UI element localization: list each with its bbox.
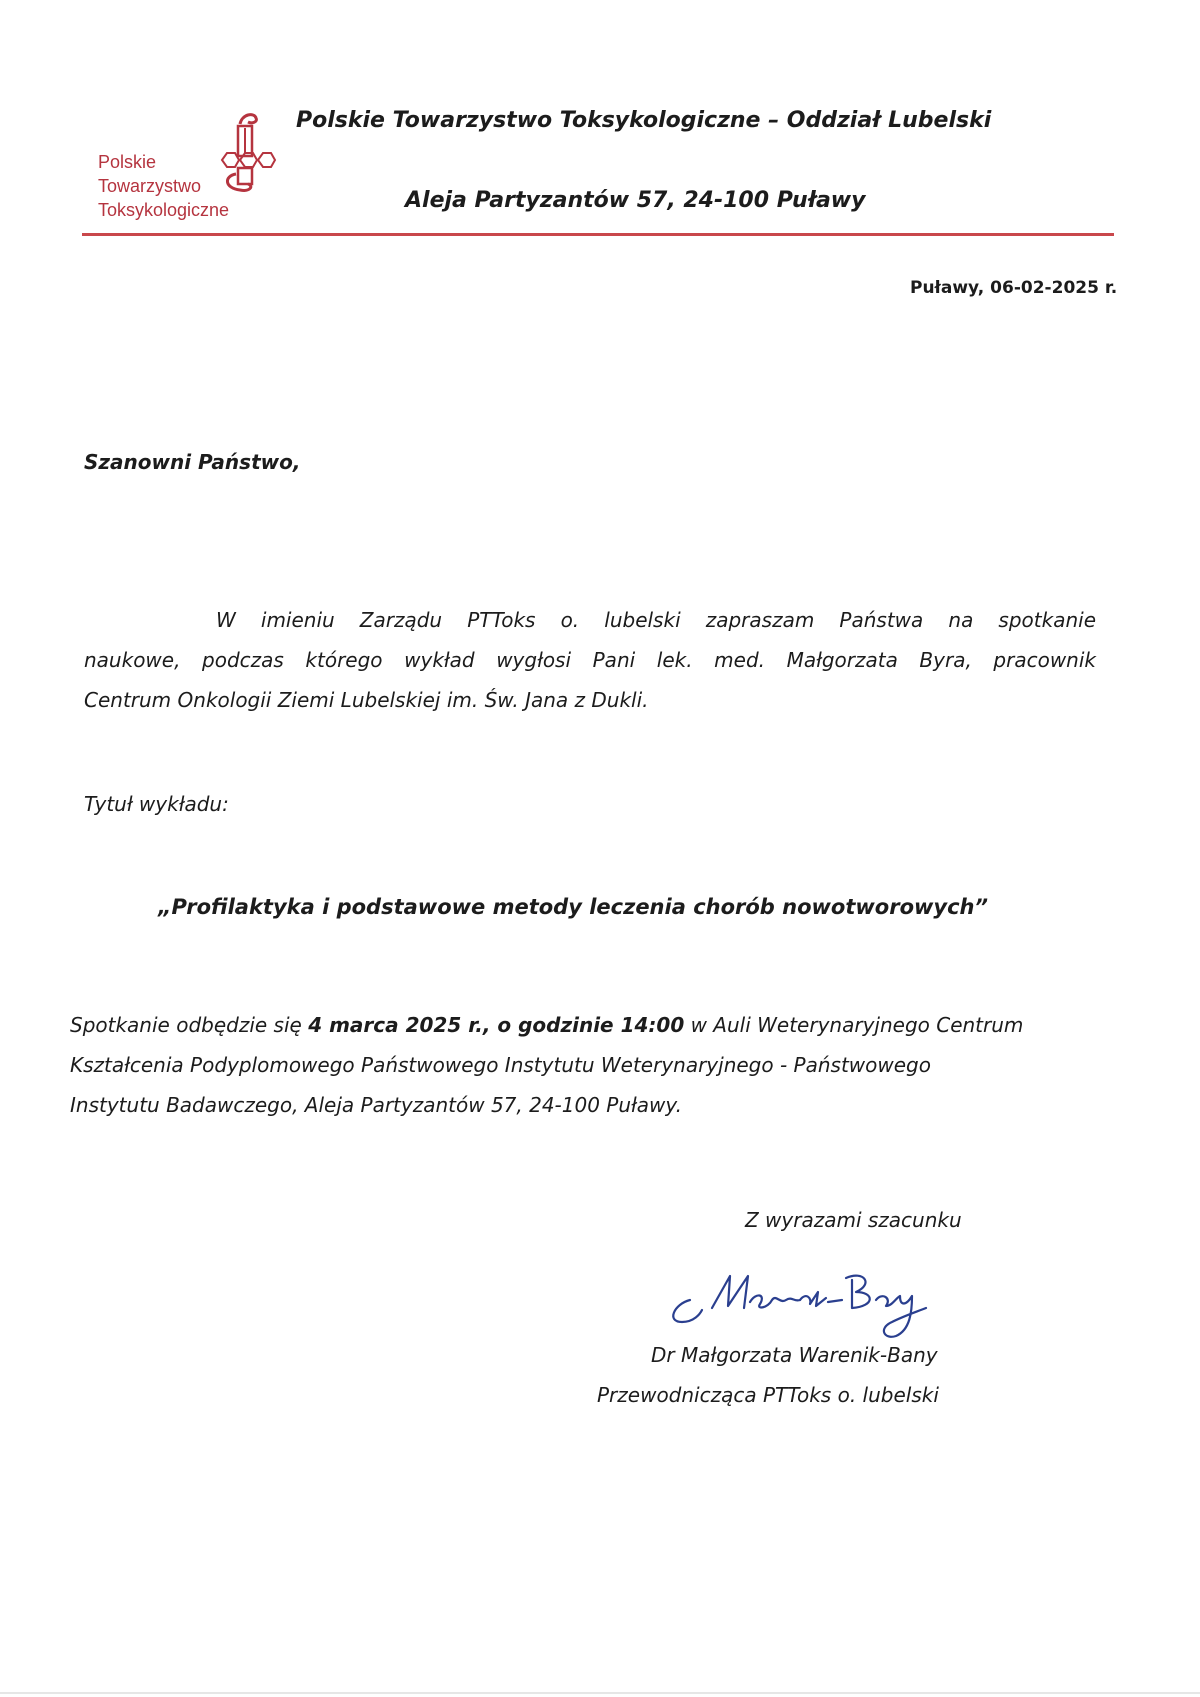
page-bottom-edge bbox=[0, 1692, 1200, 1694]
paragraph-2-line-3: Instytutu Badawczego, Aleja Partyzantów 57, 24-100 Puławy. bbox=[70, 1093, 683, 1117]
logo-text bbox=[98, 150, 229, 222]
organization-address: Aleja Partyzantów 57, 24-100 Puławy bbox=[405, 188, 866, 213]
paragraph-1-line-3: Centrum Onkologii Ziemi Lubelskiej im. Św. Jana z Dukli. bbox=[84, 688, 649, 712]
signer-name: Dr Małgorzata Warenik-Bany bbox=[651, 1343, 938, 1367]
handwritten-signature bbox=[660, 1262, 930, 1342]
lecture-title-label: Tytuł wykładu: bbox=[84, 792, 229, 816]
logo-line-1: Polskie bbox=[98, 152, 157, 172]
paragraph-1-line-1: W imieniu Zarządu PTToks o. lubelski zapraszam Państwa na spotkanie bbox=[216, 608, 1096, 632]
logo-line-3: Toksykologiczne bbox=[98, 200, 230, 220]
paragraph-1-line-2: naukowe, podczas którego wykład wygłosi Pani lek. med. Małgorzata Byra, pracownik bbox=[84, 648, 1096, 672]
signer-role: Przewodnicząca PTToks o. lubelski bbox=[597, 1383, 939, 1407]
paragraph-2-line-1 bbox=[70, 1005, 1023, 1045]
paragraph-2-line-2: Kształcenia Podyplomowego Państwowego Instytutu Weterynaryjnego - Państwowego bbox=[70, 1053, 931, 1077]
meeting-date-time: 4 marca 2025 r., o godzinie 14:00 bbox=[308, 1013, 685, 1037]
paragraph-2-intro: Spotkanie odbędzie się bbox=[70, 1013, 309, 1037]
salutation: Szanowni Państwo, bbox=[84, 450, 301, 474]
organization-name: Polskie Towarzystwo Toksykologiczne – Oddział Lubelski bbox=[296, 108, 992, 133]
logo-line-2: Towarzystwo bbox=[98, 176, 202, 196]
lecture-title: „Profilaktyka i podstawowe metody leczenia chorób nowotworowych” bbox=[158, 895, 989, 919]
closing-phrase: Z wyrazami szacunku bbox=[745, 1208, 962, 1232]
header-divider bbox=[82, 233, 1114, 236]
toxicology-society-logo-icon bbox=[218, 108, 284, 204]
paragraph-2-venue-start: w Auli Weterynaryjnego Centrum bbox=[684, 1013, 1024, 1037]
letter-date: Puławy, 06-02-2025 r. bbox=[910, 278, 1118, 298]
